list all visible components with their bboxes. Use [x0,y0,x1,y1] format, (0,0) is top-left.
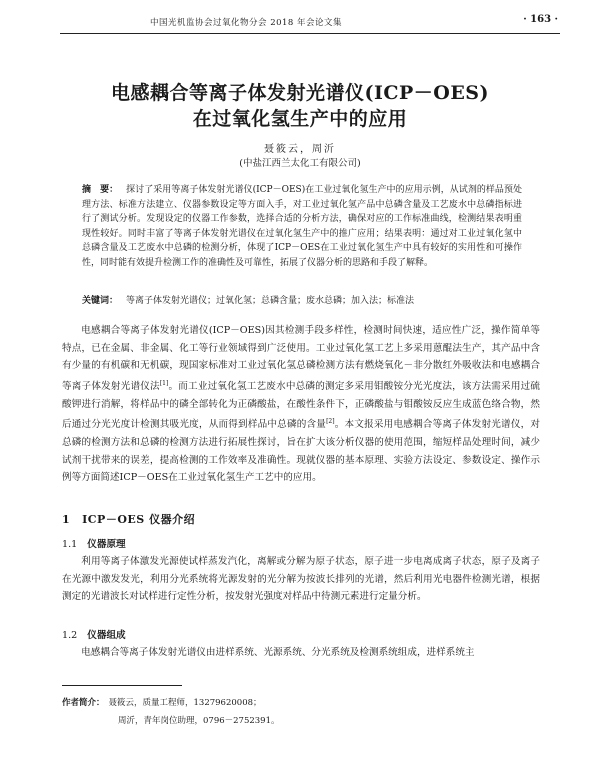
header-rule [60,33,560,34]
section-1-2-number: 1.2 [62,630,78,641]
author-footnote [62,696,262,708]
abstract [82,183,522,270]
citation-2: [2] [326,418,335,426]
intro-text-1: 电感耦合等离子体发射光谱仪(ICP－OES)因其检测手段多样性，检测时间快速，适应性广泛，操作简单等特点，已在金属、非金属、化工等行业领域得到广泛使用。工业过氧化氢工艺上多采用蒽醌法生产，其产品中含有少量的有机碳和无机碳，现国家标准对工业过氧化氢总磷检测方法有燃烧氧化－非分散红外吸收法和电感耦合等离子体发射光谱仪法 [62,325,540,392]
section-1-1-heading [62,536,126,550]
intro-text-3: 。本文报采用电感耦合等离子体发射光谱仪，对总磷的检测方法和总磷的检测方法进行拓展性探讨，旨在扩大该分析仪器的使用范围，缩短样品处理时间，减少试剂干扰带来的误差，提高检测的工作效率及准确性。现就仪器的基本原理、实验方法设定、参数设定、操作示例等方面简述ICP－OES在工业过氧化氢生产工艺中的应用。 [62,419,540,484]
author-footnote-2: 周沂，青年岗位助理，0796－2752391。 [118,716,280,726]
affiliation: (中盐江西兰太化工有限公司) [239,158,361,169]
footnote-rule [62,685,182,686]
section-1-1-title: 仪器原理 [87,539,126,550]
authors: 聂筱云，周沂 [264,144,336,155]
section-1-1-number: 1.1 [62,539,78,550]
keywords-label: 关键词： [82,296,119,306]
section-1-2-paragraph: 电感耦合等离子体发射光谱仪由进样系统、光源系统、分光系统及检测系统组成，进样系统主 [81,647,475,658]
paper-title-line-1: 电感耦合等离子体发射光谱仪(ICP－OES) [110,82,490,104]
footnote-line-1: 聂筱云，质量工程师，13279620008； [108,698,262,708]
section-1-1-paragraph: 利用等离子体激发光源使试样蒸发汽化，离解或分解为原子状态，原子进一步电离成离子状态，原子及离子在光源中激发发光，利用分光系统将光源发射的光分解为按波长排列的光谱，然后利用光电器件检测光谱，根据测定的光谱波长对试样进行定性分析，按发射光强度对样品中待测元素进行定量分析。 [62,556,540,603]
section-1-number: 1 [62,513,71,526]
abstract-label: 摘 要： [82,185,119,195]
intro-paragraph [62,322,540,487]
running-header [0,12,600,34]
section-1-heading [62,511,195,527]
section-1-2-title: 仪器组成 [87,630,126,641]
citation-1: [1] [159,379,169,387]
keywords-text: 等离子体发射光谱仪；过氧化氢；总磷含量；废水总磷；加入法；标准法 [126,296,415,306]
page-number: · 163 · [523,14,558,25]
keywords [82,294,522,308]
section-1-2-heading [62,627,126,641]
footnote-label: 作者简介： [62,698,105,708]
journal-name: 中国光机监协会过氧化物分会 2018 年会论文集 [150,18,343,28]
paper-title-line-2: 在过氧化氢生产中的应用 [192,108,408,130]
intro-text-2: 。而工业过氧化氢工艺废水中总磷的测定多采用钼酸铵分光光度法，该方法需采用过硫酸钾进行消解，将样品中的磷全部转化为正磷酸盐，在酸性条件下，正磷酸盐与钼酸铵反应生成蓝色络合物，然后通过分光光度计检测其吸光度，从而得到样品中总磷的含量 [62,380,540,431]
abstract-text: 探讨了采用等离子体发射光谱仪(ICP－OES)在工业过氧化氢生产中的应用示例，从试剂的样品预处理方法、标准方法建立、仪器参数设定等方面入手，对工业过氧化氢产品中总磷含量及工艺废水中总磷指标进行了测试分析。发现设定的仪器工作参数，选择合适的分析方法，确保对应的工作标准曲线，检测结果表明重现性较好。同时丰富了等离子体发射光谱仪在过氧化氢生产中的推广应用；结果表明：通过对工业过氧化氢中总磷含量及工艺废水中总磷的检测分析，体现了ICP－OES在工业过氧化氢生产中具有较好的实用性和可操作性，同时能有效提升检测工作的准确性及可靠性，拓展了仪器分析的思路和手段了解释。 [82,185,522,268]
section-1-title: ICP－OES 仪器介绍 [82,513,196,526]
